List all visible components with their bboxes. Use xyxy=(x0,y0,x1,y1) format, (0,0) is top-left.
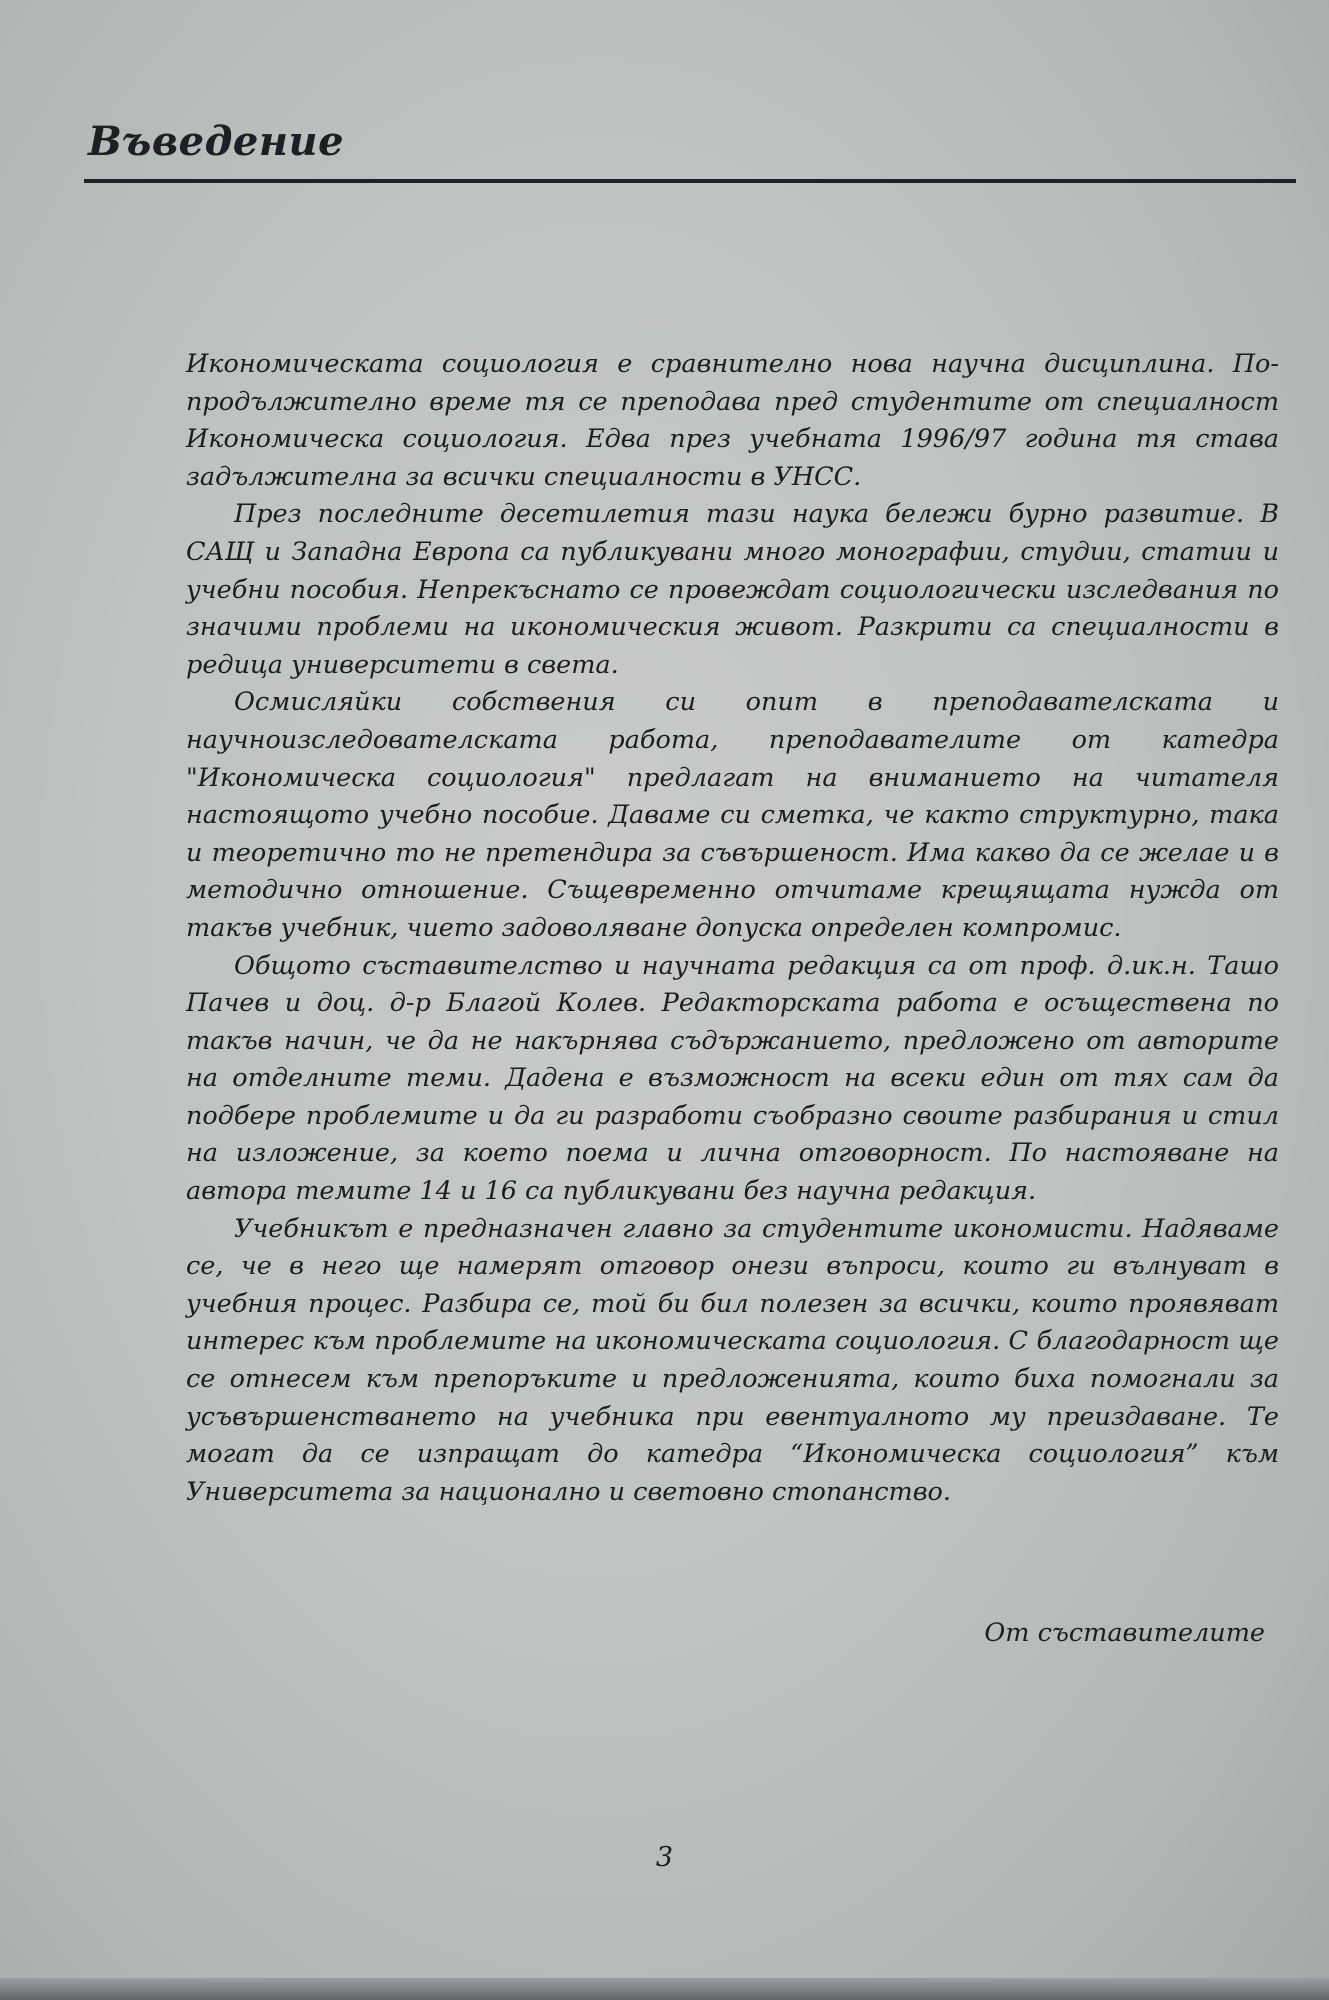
paragraph-purpose: Осмисляйки собствения си опит в преподавателската и научноизследователската работа, преподавателите от катедра "Икономическа социология" предлагат на вниманието на читателя настоящото учебно пособие. Даваме си сметка, че както структурно, така и теоретично то не претендира за съвършеност. Има какво да се желае и в методично отношение. Същевременно отчитаме крещящата нужда от такъв учебник, чието задоволяване допуска определен компромис. xyxy=(186,687,1279,943)
paragraph-editors: Общото съставителство и научната редакция са от проф. д.ик.н. Ташо Пачев и доц. д-р Благой Колев. Редакторската работа е осъществена по такъв начин, че да не накърнява съдържанието, предложено от авторите на отделните теми. Дадена е възможност на всеки един от тях сам да подбере проблемите и да ги разработи съобразно своите разбирания и стил на изложение, за което поема и лична отговорност. По настояване на автора темите 14 и 16 са публикувани без научна редакция. xyxy=(186,950,1279,1207)
paragraph-development: През последните десетилетия тази наука бележи бурно развитие. В САЩ и Западна Европа са публикувани много монографии, студии, статии и учебни пособия. Непрекъснато се провеждат социологически изследвания по значими проблеми на икономическия живот. Разкрити са специалности в редица университети в света. xyxy=(186,499,1279,680)
paragraph-intro: Икономическата социология е сравнително нова научна дисциплина. По-продължително време тя се преподава пред студентите от специалност Икономическа социология. Едва през учебната 1996/97 година тя става задължителна за всички специалности в УНСС. xyxy=(186,349,1279,492)
body-text xyxy=(186,346,1279,1511)
page-number: 3 xyxy=(655,1842,674,1873)
paragraph-audience: Учебникът е предназначен главно за студентите икономисти. Надяваме се, че в него ще намерят отговор онези въпроси, които ги вълнуват в учебния процес. Разбира се, той би бил полезен за всички, които проявяват интерес към проблемите на икономическата социология. С благодарност ще се отнесем към препоръките и предложенията, които биха помогнали за усъвършенстването на учебника при евентуалното му преиздаване. Те могат да се изпращат до катедра “Икономическа социология” към Университета за национално и световно стопанство. xyxy=(186,1213,1279,1507)
chapter-title: Въведение xyxy=(88,118,345,165)
title-underline xyxy=(84,179,1296,183)
signature: От съставителите xyxy=(984,1618,1265,1648)
